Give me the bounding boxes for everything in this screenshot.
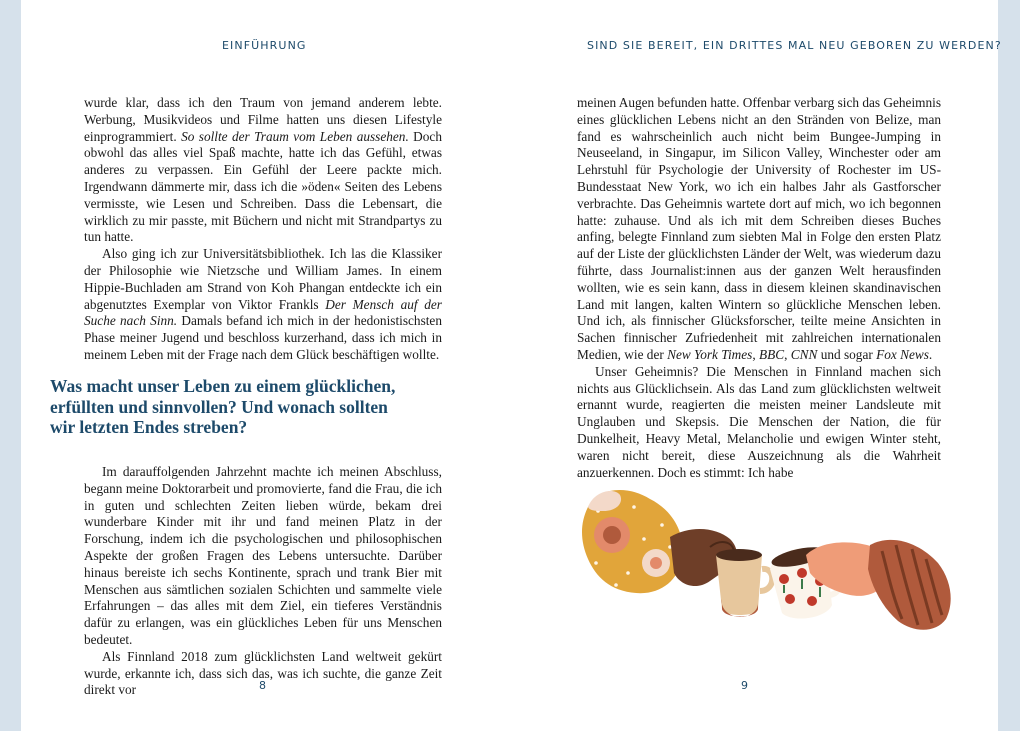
page-number-right: 9 bbox=[741, 679, 748, 692]
right-page bbox=[510, 0, 1002, 731]
italic-text: CNN bbox=[790, 346, 818, 362]
italic-text: So sollte der Traum vom Leben aussehen. bbox=[181, 128, 409, 144]
beige-mug bbox=[716, 549, 772, 617]
left-page bbox=[21, 0, 509, 731]
text-run: Als Finnland 2018 zum glücklichsten Land weltweit gekürt wurde, erkannte ich, dass sich das, was ich suchte, die ganze Zeit direkt vor bbox=[84, 648, 442, 698]
paragraph bbox=[577, 364, 941, 482]
body-text-upper bbox=[84, 95, 442, 364]
text-run: meinen Augen befunden hatte. Offenbar verbarg sich das Geheimnis eines glücklichen Lebens nicht an den Stränden von Belize, man fand es wahrscheinlich auch nicht beim Bungee-Jumping in Neuseeland, in Singapur, im Silicon Valley, Winchester oder am Lehrstuhl für Psychologie der University of Rochester im US-Bundesstaat New York, wo ich ein halbes Jahr als Gastforscher verbrachte. Das Geheimnis wartete dort auf mich, wo ich begonnen hatte: zuhause. Und als ich mit dem Schreiben dieses Buches anfing, belegte Finnland zum siebten Mal in Folge den ersten Platz auf der Liste der glücklichsten Länder der Welt, was wiederum dazu führte, dass Journalist:innen aus der ganzen Welt herausfinden wollten, wie es sein kann, dass in diesem kleinen skandinavischen Land mit langen, kalten Wintern so glückliche Menschen leben. Und ich, als finnischer Glücksforscher, teilte meine Ansichten in Sachen finnischer Zufriedenheit mit zahlreichen internationalen Medien, wie der bbox=[577, 95, 941, 362]
paragraph bbox=[577, 95, 941, 364]
italic-text: Der Mensch auf der Suche nach Sinn. bbox=[84, 296, 442, 329]
running-header-left: EINFÜHRUNG bbox=[222, 39, 307, 52]
italic-text: Fox News bbox=[876, 346, 929, 362]
italic-text: BBC bbox=[758, 346, 785, 362]
text-run: Unser Geheimnis? Die Menschen in Finnland machen sich nichts aus Glücklichsein. Als das Land zum glücklichsten weltweit ernannt wurde, reagierten die meisten meiner Landsleute mit Unglauben und Skepsis. Die Menschen der Nation, die für Dunkelheit, Heavy Metal, Melancholie und ewigen Winter steht, waren nicht bereit, diese Auszeichnung als die Wahrheit anzuerkennen. Doch es stimmt: Ich habe bbox=[577, 363, 941, 480]
text-run: , bbox=[784, 346, 791, 362]
italic-text: New York Times bbox=[667, 346, 753, 362]
text-run: Im darauffolgenden Jahrzehnt machte ich meinen Abschluss, begann meine Doktorarbeit und promovierte, fand die Frau, die ich in guten und schlechten Zeiten lieben würde, bekam drei wunderbare Kinder mit ihr und fand meinen Platz in der Forschung, indem ich die psychologischen und philosophischen Aspekte der großen Fragen des Lebens untersuchte. Darüber hinaus bereiste ich sechs Kontinente, sprach und trank Bier mit Menschen aus sämtlichen sozialen Schichten und sammelte viele Erfahrungen – das alles mit dem Ziel, ein tieferes Verständnis dafür zu erlangen, was ein glückliches Leben für uns Menschen bedeutet. bbox=[84, 464, 442, 647]
paragraph bbox=[84, 95, 442, 246]
text-run: und sogar bbox=[817, 346, 877, 362]
right-sleeve bbox=[868, 540, 951, 630]
book-spread bbox=[21, 0, 1002, 731]
text-run: wurde klar, dass ich den Traum von jemand anderem lebte. Werbung, Musikvideos und Filme hatten uns diesen Lifestyle einprogrammiert. bbox=[84, 95, 442, 144]
body-text bbox=[577, 95, 941, 481]
left-sleeve bbox=[582, 490, 683, 593]
text-run: Doch obwohl das alles viel Spaß machte, hatte ich das Gefühl, etwas anderes zu verpassen. Ein Gefühl der Leere packte mich. Irgendwann dämmerte mir, dass ich die »öden« Seiten des Lebens vermisste, wie Lesen und Schreiben. Dass die Lebensart, die wirklich zu mir passte, mit Büchern und nicht mit Strandpartys zu tun hatte. bbox=[84, 128, 442, 245]
body-text-lower bbox=[84, 464, 442, 699]
page-number-left: 8 bbox=[259, 679, 266, 692]
paragraph bbox=[84, 246, 442, 364]
text-run: , bbox=[752, 346, 759, 362]
text-run: Damals befand ich mich in der hedonistischsten Phase meiner Jugend und beschloss kurzerhand, dass ich mich in meinem Leben mit der Frage nach dem Glück beschäftigen wollte. bbox=[84, 313, 442, 362]
text-run: . bbox=[928, 346, 933, 362]
hands-with-coffee-mugs-illustration bbox=[570, 477, 960, 647]
paragraph bbox=[84, 464, 442, 649]
running-header-right: SIND SIE BEREIT, EIN DRITTES MAL NEU GEBOREN ZU WERDEN? bbox=[587, 39, 1002, 52]
text-run: Also ging ich zur Universitätsbibliothek. Ich las die Klassiker der Philosophie wie Nietzsche und William James. In einem Hippie-Buchladen am Strand von Koh Phangan entdeckte ich ein abgenutztes Exemplar von Viktor Frankls bbox=[84, 246, 442, 312]
section-heading: Was macht unser Leben zu einem glücklichen, erfüllten und sinnvollen? Und wonach sollten wir letzten Endes streben? bbox=[50, 376, 396, 437]
